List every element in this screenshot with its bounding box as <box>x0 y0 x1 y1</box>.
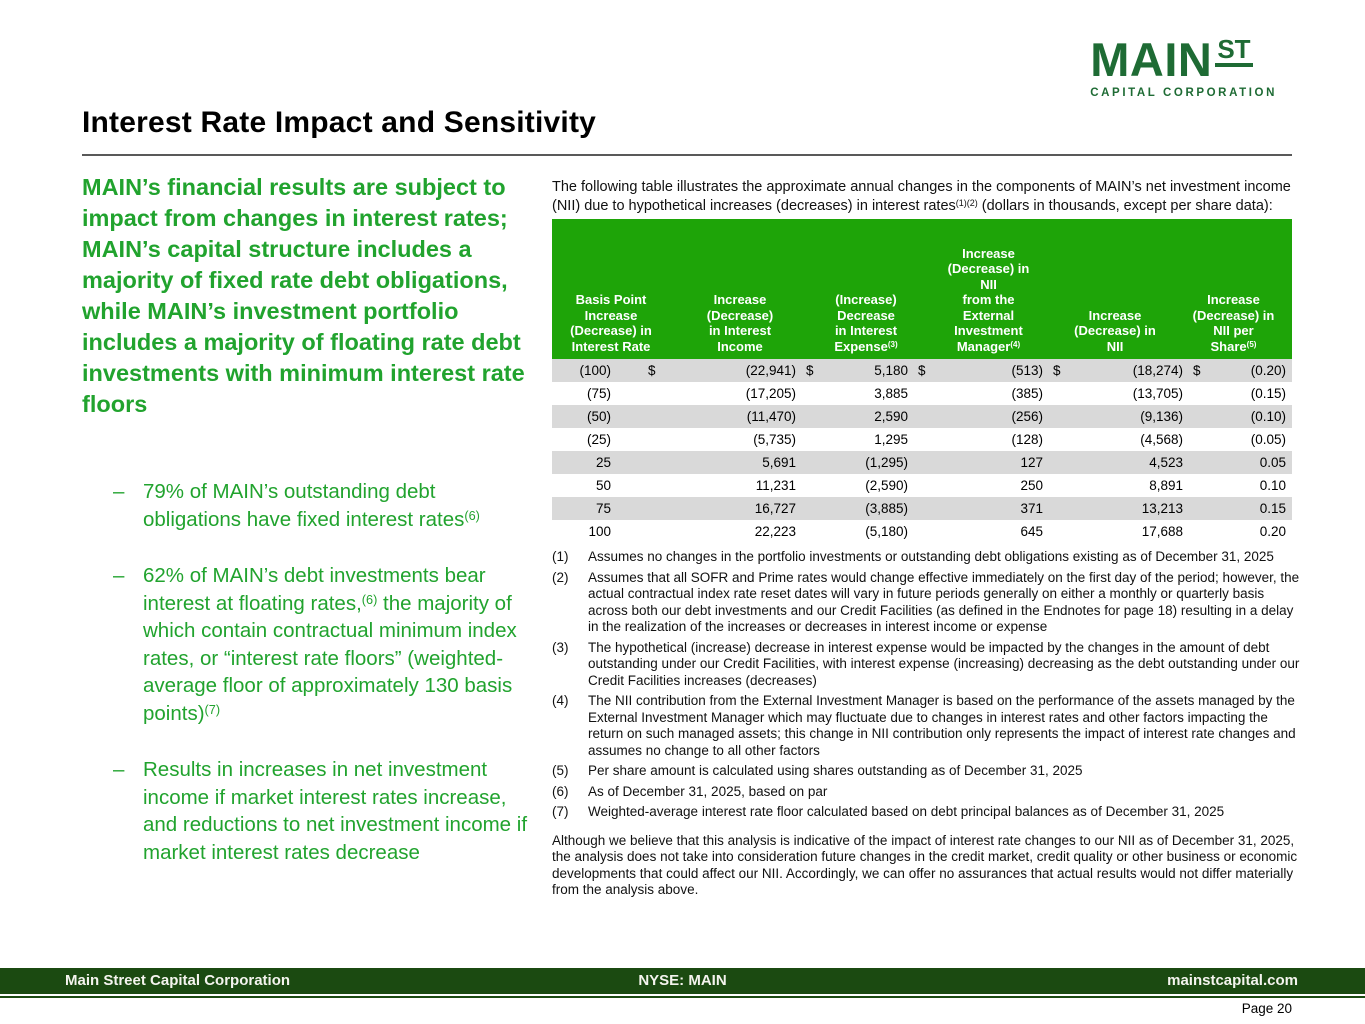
dollar-sign: $ <box>1053 363 1061 378</box>
column-header <box>922 246 1055 360</box>
cell-value: (513) <box>1011 363 1043 378</box>
footnote-text: Per share amount is calculated using shares outstanding as of December 31, 2025 <box>588 763 1083 778</box>
value-cell <box>644 409 802 424</box>
table-row <box>552 382 1292 405</box>
column-header <box>1175 292 1292 359</box>
dollar-sign <box>648 524 656 539</box>
table-row <box>552 359 1292 382</box>
table-row <box>552 405 1292 428</box>
company-logo <box>1090 33 1277 99</box>
superscript-ref: (6) <box>464 508 480 524</box>
table-row <box>552 474 1292 497</box>
value-cell <box>914 524 1049 539</box>
cell-value: 4,523 <box>1149 455 1183 470</box>
dollar-sign <box>918 432 926 447</box>
header-line: Basis Point <box>575 292 647 307</box>
header-line: Increase <box>1207 292 1260 307</box>
value-cell <box>644 478 802 493</box>
superscript-ref: (4) <box>1010 340 1021 350</box>
footnote-text: As of December 31, 2025, based on par <box>588 783 828 799</box>
value-cell <box>1189 524 1292 539</box>
bullet-item <box>82 562 537 727</box>
footnote-text: Assumes no changes in the portfolio investments or outstanding debt obligations existing as of December 31, 2025 <box>588 549 1274 564</box>
value-cell <box>1049 386 1189 401</box>
dollar-sign <box>1053 478 1061 493</box>
value-cell <box>1189 363 1292 378</box>
cell-value: (5,735) <box>753 432 796 447</box>
table-row <box>552 428 1292 451</box>
dollar-sign: $ <box>1193 363 1201 378</box>
cell-value: 5,180 <box>874 363 908 378</box>
header-line: Increase <box>713 292 767 307</box>
header-line: Decrease <box>837 307 895 323</box>
footnote-text: Assumes that all SOFR and Prime rates would change effective immediately on the first day of the period; however, the actual contractual index rate reset dates will vary in future periods generally on either a monthly or quarterly basis across both our debt investments and our Credit Facilities (as defined in the Endnotes for page 18) resulting in a delay in the realization of the increases or decreases in interest income or expense <box>588 569 1300 634</box>
cell-value: (2,590) <box>865 478 908 493</box>
dollar-sign <box>1193 478 1201 493</box>
cell-value: 0.10 <box>1259 478 1286 493</box>
cell-value: 371 <box>1020 501 1043 516</box>
column-header <box>1055 308 1175 360</box>
bullet-list <box>82 478 537 866</box>
bullet-text: Results in increases in net investment income if market interest rates increase, and reductions to net investment income if market interest rates decrease <box>143 758 528 864</box>
header-line: Interest Rate <box>571 338 651 354</box>
footnote-item <box>552 570 1304 636</box>
dollar-sign <box>648 455 656 470</box>
value-cell <box>1189 501 1292 516</box>
footnote-number: (5) <box>552 763 569 778</box>
header-line: (Decrease) in <box>570 323 652 338</box>
dollar-sign <box>1053 501 1061 516</box>
cell-value: (11,470) <box>746 409 796 424</box>
superscript-ref: (6) <box>361 592 378 608</box>
header-line: NII <box>1106 338 1124 354</box>
column-header <box>810 292 922 359</box>
header-line: Investment <box>954 323 1023 338</box>
cell-value: 13,213 <box>1141 501 1183 516</box>
footnote-number: (1) <box>552 549 569 564</box>
value-cell <box>1189 386 1292 401</box>
column-header <box>552 292 670 359</box>
footer-bar <box>0 968 1365 994</box>
value-cell <box>1049 409 1189 424</box>
dollar-sign <box>806 478 814 493</box>
bullet-text: 79% of MAIN’s outstanding debt obligations have fixed interest rates$^{(6)}$ <box>143 480 480 531</box>
cell-value: (1,295) <box>865 455 908 470</box>
value-cell <box>914 386 1049 401</box>
right-panel <box>552 178 1304 899</box>
footnote-number: (4) <box>552 693 569 708</box>
cell-value: 5,691 <box>762 455 796 470</box>
value-cell <box>1049 478 1189 493</box>
dollar-sign <box>918 409 926 424</box>
table-row <box>552 520 1292 543</box>
cell-value: 645 <box>1020 524 1043 539</box>
header-line: (Decrease) in <box>947 261 1030 276</box>
cell-value: (13,705) <box>1132 386 1183 401</box>
value-cell <box>1049 363 1189 378</box>
value-cell <box>802 478 914 493</box>
header-line: (Decrease) in <box>1192 307 1275 323</box>
dollar-sign <box>918 455 926 470</box>
footnote-item <box>552 763 1304 780</box>
header-line: (Increase) <box>835 292 897 307</box>
footer-website: mainstcapital.com <box>1167 972 1298 989</box>
header-line: Increase <box>584 307 638 323</box>
value-cell <box>802 432 914 447</box>
dollar-sign <box>1053 386 1061 401</box>
dollar-sign <box>648 501 656 516</box>
cell-value: (256) <box>1011 409 1043 424</box>
title-divider <box>82 154 1292 156</box>
dollar-sign <box>806 409 814 424</box>
logo-main-text: MAIN <box>1090 33 1213 86</box>
dollar-sign <box>1193 409 1201 424</box>
bullet-dash: – <box>113 480 125 503</box>
column-header <box>670 292 810 359</box>
cell-value: (3,885) <box>865 501 908 516</box>
dollar-sign <box>806 455 814 470</box>
cell-value: (18,274) <box>1132 363 1183 378</box>
bullet-text: 62% of MAIN’s debt investments bear interest at floating rates,$^{(6)}$ the majority of which contain contractual minimum index rates, or “interest rate floors” (weighted-average floor of approximately 130 basis points)$^{(7)}$ <box>143 564 517 725</box>
left-panel <box>82 172 537 895</box>
value-cell <box>802 409 914 424</box>
footnote-text: The NII contribution from the External Investment Manager is based on the performance of the assets managed by the External Investment Manager which may fluctuate due to changes in interest rates and other factors impacting the return on such managed assets; this change in NII contribution only represents the impact of interest rate changes and assumes no change to all other factors <box>588 693 1296 758</box>
cell-value: 17,688 <box>1141 524 1183 539</box>
dollar-sign <box>648 432 656 447</box>
dollar-sign <box>648 478 656 493</box>
value-cell <box>914 501 1049 516</box>
basis-point-cell: (75) <box>586 386 611 401</box>
value-cell <box>1189 478 1292 493</box>
footnote-item <box>552 549 1304 566</box>
cell-value: 250 <box>1020 478 1043 493</box>
cell-value: 11,231 <box>755 478 796 493</box>
value-cell <box>644 455 802 470</box>
dollar-sign <box>1193 501 1201 516</box>
dollar-sign: $ <box>918 363 926 378</box>
headline: MAIN’s financial results are subject to impact from changes in interest rates; MAIN’s capital structure includes a majority of fixed rate debt obligations, while MAIN’s investment portfolio includes a majority of floating rate debt investments with minimum interest rate floors <box>82 174 525 417</box>
sensitivity-table <box>552 219 1292 543</box>
basis-point-cell: (25) <box>586 432 611 447</box>
logo-wordmark <box>1090 33 1277 86</box>
value-cell <box>1189 455 1292 470</box>
value-cell <box>644 432 802 447</box>
dollar-sign <box>918 386 926 401</box>
header-line: in Interest <box>834 323 898 338</box>
value-cell <box>914 455 1049 470</box>
cell-value: (4,568) <box>1140 432 1183 447</box>
closing-paragraph: Although we believe that this analysis is indicative of the impact of interest rate changes to our NII as of December 31, 2025, the analysis does not take into consideration future changes in the credit market, credit quality or other business or economic developments that could affect our NII. Accordingly, we can offer no assurances that actual results would not differ materially from the analysis above. <box>552 832 1298 897</box>
footnote-text: The hypothetical (increase) decrease in interest expense would be impacted by the changes in the amount of debt outstanding under our Credit Facilities, with interest expense (increasing) decreasing as the debt outstanding under our Credit Facilities increases (decreases) <box>588 639 1300 688</box>
value-cell <box>914 432 1049 447</box>
dollar-sign <box>806 386 814 401</box>
value-cell <box>802 363 914 378</box>
header-line: Income <box>717 338 763 354</box>
basis-point-cell: 50 <box>595 478 611 493</box>
bullet-item <box>82 478 537 533</box>
cell-value: (0.05) <box>1250 432 1286 447</box>
value-cell <box>1049 455 1189 470</box>
cell-value: (0.20) <box>1250 363 1286 378</box>
dollar-sign <box>1053 409 1061 424</box>
dollar-sign: $ <box>806 363 814 378</box>
basis-point-cell: 25 <box>595 455 611 470</box>
cell-value: (0.10) <box>1250 409 1286 424</box>
footnote-text: Weighted-average interest rate floor calculated based on debt principal balances as of December 31, 2025 <box>588 804 1225 819</box>
value-cell <box>1049 524 1189 539</box>
dollar-sign <box>806 432 814 447</box>
cell-value: 1,295 <box>874 432 908 447</box>
value-cell <box>914 478 1049 493</box>
page-number: Page 20 <box>1241 1001 1292 1016</box>
footnote-item <box>552 784 1304 801</box>
logo-subtitle: CAPITAL CORPORATION <box>1090 87 1277 99</box>
superscript-ref: (7) <box>204 702 221 718</box>
header-line: External <box>962 307 1015 323</box>
value-cell <box>802 386 914 401</box>
header-line: (Decrease) <box>706 307 774 323</box>
value-cell <box>1189 432 1292 447</box>
cell-value: 2,590 <box>874 409 908 424</box>
header-line: Increase <box>962 245 1015 261</box>
basis-point-cell: (50) <box>586 409 611 424</box>
cell-value: (17,205) <box>745 386 796 401</box>
cell-value: 3,885 <box>874 386 908 401</box>
footnote-number: (7) <box>552 804 569 819</box>
cell-value: 0.15 <box>1259 501 1286 516</box>
table-row <box>552 497 1292 520</box>
value-cell <box>1189 409 1292 424</box>
footnote-number: (3) <box>552 639 569 655</box>
page-title: Interest Rate Impact and Sensitivity <box>82 106 597 139</box>
table-row <box>552 451 1292 474</box>
footnote-number: (6) <box>552 783 569 799</box>
footer-divider <box>0 996 1365 998</box>
value-cell <box>914 409 1049 424</box>
dollar-sign <box>918 524 926 539</box>
intro-paragraph: The following table illustrates the approximate annual changes in the components of MAIN’s net investment income (NII) due to hypothetical increases (decreases) in interest rates$^{(1)(2)}$ (dollars in thousands, except per share data): <box>552 179 1291 214</box>
cell-value: (385) <box>1011 386 1043 401</box>
dollar-sign <box>806 501 814 516</box>
value-cell <box>1049 432 1189 447</box>
dollar-sign <box>1053 524 1061 539</box>
cell-value: 22,223 <box>754 524 796 539</box>
dollar-sign <box>806 524 814 539</box>
cell-value: (128) <box>1011 432 1043 447</box>
footnote-list <box>552 549 1304 821</box>
dollar-sign <box>1193 524 1201 539</box>
superscript-ref: (3) <box>887 340 898 350</box>
value-cell <box>644 363 802 378</box>
bullet-item <box>82 756 537 866</box>
cell-value: 16,727 <box>754 501 796 516</box>
footer-ticker: NYSE: MAIN <box>638 972 727 989</box>
dollar-sign <box>1053 432 1061 447</box>
header-line: NII per <box>1213 323 1254 338</box>
basis-point-cell: (100) <box>579 363 611 378</box>
dollar-sign <box>918 478 926 493</box>
dollar-sign: $ <box>648 363 656 378</box>
value-cell <box>1049 501 1189 516</box>
cell-value: (5,180) <box>865 524 908 539</box>
value-cell <box>802 455 914 470</box>
dollar-sign <box>1193 432 1201 447</box>
cell-value: 0.20 <box>1259 524 1286 539</box>
cell-value: (0.15) <box>1250 386 1286 401</box>
bullet-dash: – <box>113 564 125 587</box>
basis-point-cell: 100 <box>588 524 611 539</box>
cell-value: (22,941) <box>745 363 796 378</box>
cell-value: 8,891 <box>1149 478 1183 493</box>
header-line: Expense$^{(3)}$ <box>834 338 898 354</box>
dollar-sign <box>648 386 656 401</box>
header-line: Increase <box>1088 307 1142 323</box>
value-cell <box>802 501 914 516</box>
basis-point-cell: 75 <box>595 501 611 516</box>
value-cell <box>914 363 1049 378</box>
header-line: Share$^{(5)}$ <box>1210 338 1257 354</box>
dollar-sign <box>1193 386 1201 401</box>
bullet-dash: – <box>113 758 125 781</box>
header-line: (Decrease) in <box>1074 323 1156 338</box>
cell-value: (9,136) <box>1140 409 1183 424</box>
footnote-item <box>552 693 1304 759</box>
dollar-sign <box>1193 455 1201 470</box>
footer-company: Main Street Capital Corporation <box>65 972 291 989</box>
value-cell <box>644 524 802 539</box>
header-line: in Interest <box>708 323 772 338</box>
superscript-ref: (1)(2) <box>955 198 978 209</box>
value-cell <box>644 501 802 516</box>
superscript-ref: (5) <box>1246 340 1257 350</box>
dollar-sign <box>648 409 656 424</box>
dollar-sign <box>918 501 926 516</box>
header-line: Manager$^{(4)}$ <box>956 338 1021 354</box>
cell-value: 127 <box>1020 455 1043 470</box>
header-line: from the <box>962 292 1015 307</box>
header-line: NII <box>980 276 997 292</box>
footnote-number: (2) <box>552 569 569 585</box>
dollar-sign <box>1053 455 1061 470</box>
footnote-item <box>552 804 1304 821</box>
footnote-item <box>552 640 1304 690</box>
logo-st-text: ST <box>1215 36 1252 67</box>
value-cell <box>802 524 914 539</box>
table-body <box>552 359 1292 543</box>
table-header-row <box>552 219 1292 359</box>
cell-value: 0.05 <box>1259 455 1286 470</box>
value-cell <box>644 386 802 401</box>
